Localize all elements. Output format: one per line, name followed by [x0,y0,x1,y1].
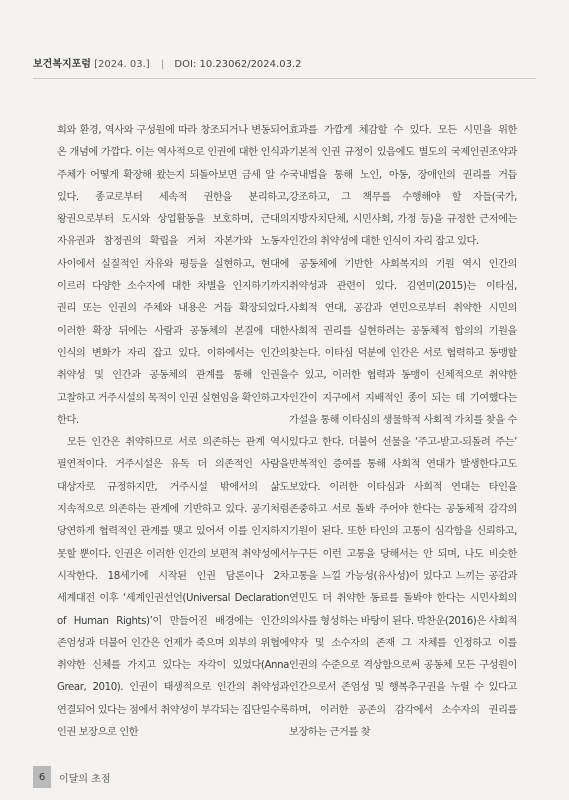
doi-text: DOI: 10.23062/2024.03.2 [174,59,302,70]
body-paragraph: 모든 인간은 취약하므로 서로 의존하는 관계 역시 필연적이다. 거주시설은 유독 더 의존적인 사람을 대상자로 규정하지만, 거주시설 밖에서의 삶도 지속적으로 의존하는 관계에 기반하고 있다. 공기처럼 당연하게 협력적인 관계를 맺고 있어서 이를 인지하지 못할 뿐이다. 인권은 이러한 인간의 보편적 취약성에서 시작한다. 18세기에 시작된 인권 담론이나 2차 세계대전 이후 ‘세계인권선언(Universal Declaration of Human Rights)’이 만들어진 배경에는 인간의 존엄성과 더불어 인간은 언제가 죽으며 외부의 위협에 취약한 신체를 가지고 있다는 자각이 있었다(Anna Grear, 2010). 인권이 태생적으로 인간의 취약성과 연결되어 있다는 점에서 취약성이 부각되는 집단일수록 인권 보장으로 인한 [57,437,289,739]
page-footer [33,766,110,788]
body-paragraph: 효과를 가깝게 체감할 수 있다. 모든 시민을 위한 기본적 인권 규정이 있음에도 별도의 국제인권조약과 국내법을 통해 노인, 아동, 장애인의 권리를 거듭 강조하고, 그 책무를 수행해야 할 자들(국가, 지방자치단체, 시민사회, 가정 등)을 규정한 근저에는 인간의 취약성에 대한 인식이 자리 잡고 있다. [289,125,517,248]
body-paragraph: 회와 환경, 역사와 구성원에 따라 창조되거나 변동되어 온 개념에 가깝다. 이는 역사적으로 인권에 대한 인식과 주체가 어떻게 확장해 왔는지 되돌아보면 금세 알 수 있다. 종교로부터 세속적 권한을 분리하고, 왕권으로부터 도시와 상업활동을 보호하며, 근대의 자유권과 참정권의 확립을 거쳐 자본가와 노동자 사이에서 실질적인 자유와 평등을 실현하고, 현대에 이르러 다양한 소수자에 대한 차별을 인지하기까지 권리 또는 인권의 주체와 내용은 거듭 확장되었다. 이러한 확장 뒤에는 사람과 공동체의 본질에 대한 인식의 변화가 자리 잡고 있다. 이하에서는 인간의 취약성 및 인간과 공동체의 관계를 통해 인권을 고찰하고 거주시설의 목적이 인권 실현임을 확인하고자 한다. [57,125,289,426]
body-paragraph: 공동체에 기반한 사회복지의 기원 역시 인간의 취약성과 관련이 있다. 김연미(2015)는 이타심, 사회적 연대, 공감과 연민으로부터 취약한 시민의 사회적 권리를 실현하려는 공동체적 합의의 기원을 찾는다. 이타심 덕분에 인간은 서로 협력하고 동맹할 수 있고, 이러한 협력과 동맹이 신체적으로 취약한 인간이 지구에서 지배적인 종이 되는 데 기여했다는 가설을 통해 이타심의 생물학적 사회적 가치를 찾을 수 있다고 한다. 더불어 선물을 ‘주고-받고-되돌려 주는’ 반복적인 증여를 통해 사회적 연대가 발생한다고도 보았다. 이러한 이타심과 사회적 연대는 타인을 존중하고 서로 돌봐 주어야 한다는 공동체적 감각의 기원이 된다. 또한 타인의 고통이 심각함을 신뢰하고, 누구든 이런 고통을 당해서는 안 되며, 나도 비슷한 고통을 느낄 가능성(유사성)이 있다고 느끼는 공감과 연민도 더 취약한 동료를 돌봐야 한다는 시민사회의 의사를 형성하는 바탕이 된다. 박찬운(2016)은 사회적 약자 및 소수자의 존재 그 자체를 인정하고 이를 인권의 수준으로 격상함으로써 공동체 모든 구성원이 인간으로서 존엄성 및 행복추구권을 누릴 수 있다고 하며, 이러한 공존의 감각에서 소수자의 권리를 보장하는 근거를 찾 [289,258,517,739]
left-column [57,120,289,744]
page-number: 6 [33,766,51,788]
journal-title: 보건복지포럼 [33,59,91,70]
right-column [289,120,517,744]
section-name: 이달의 초점 [59,773,111,785]
issue-date: [2024. 03.] [94,59,150,70]
header-separator: | [160,59,165,70]
running-header [33,55,301,70]
header-divider [33,78,536,79]
